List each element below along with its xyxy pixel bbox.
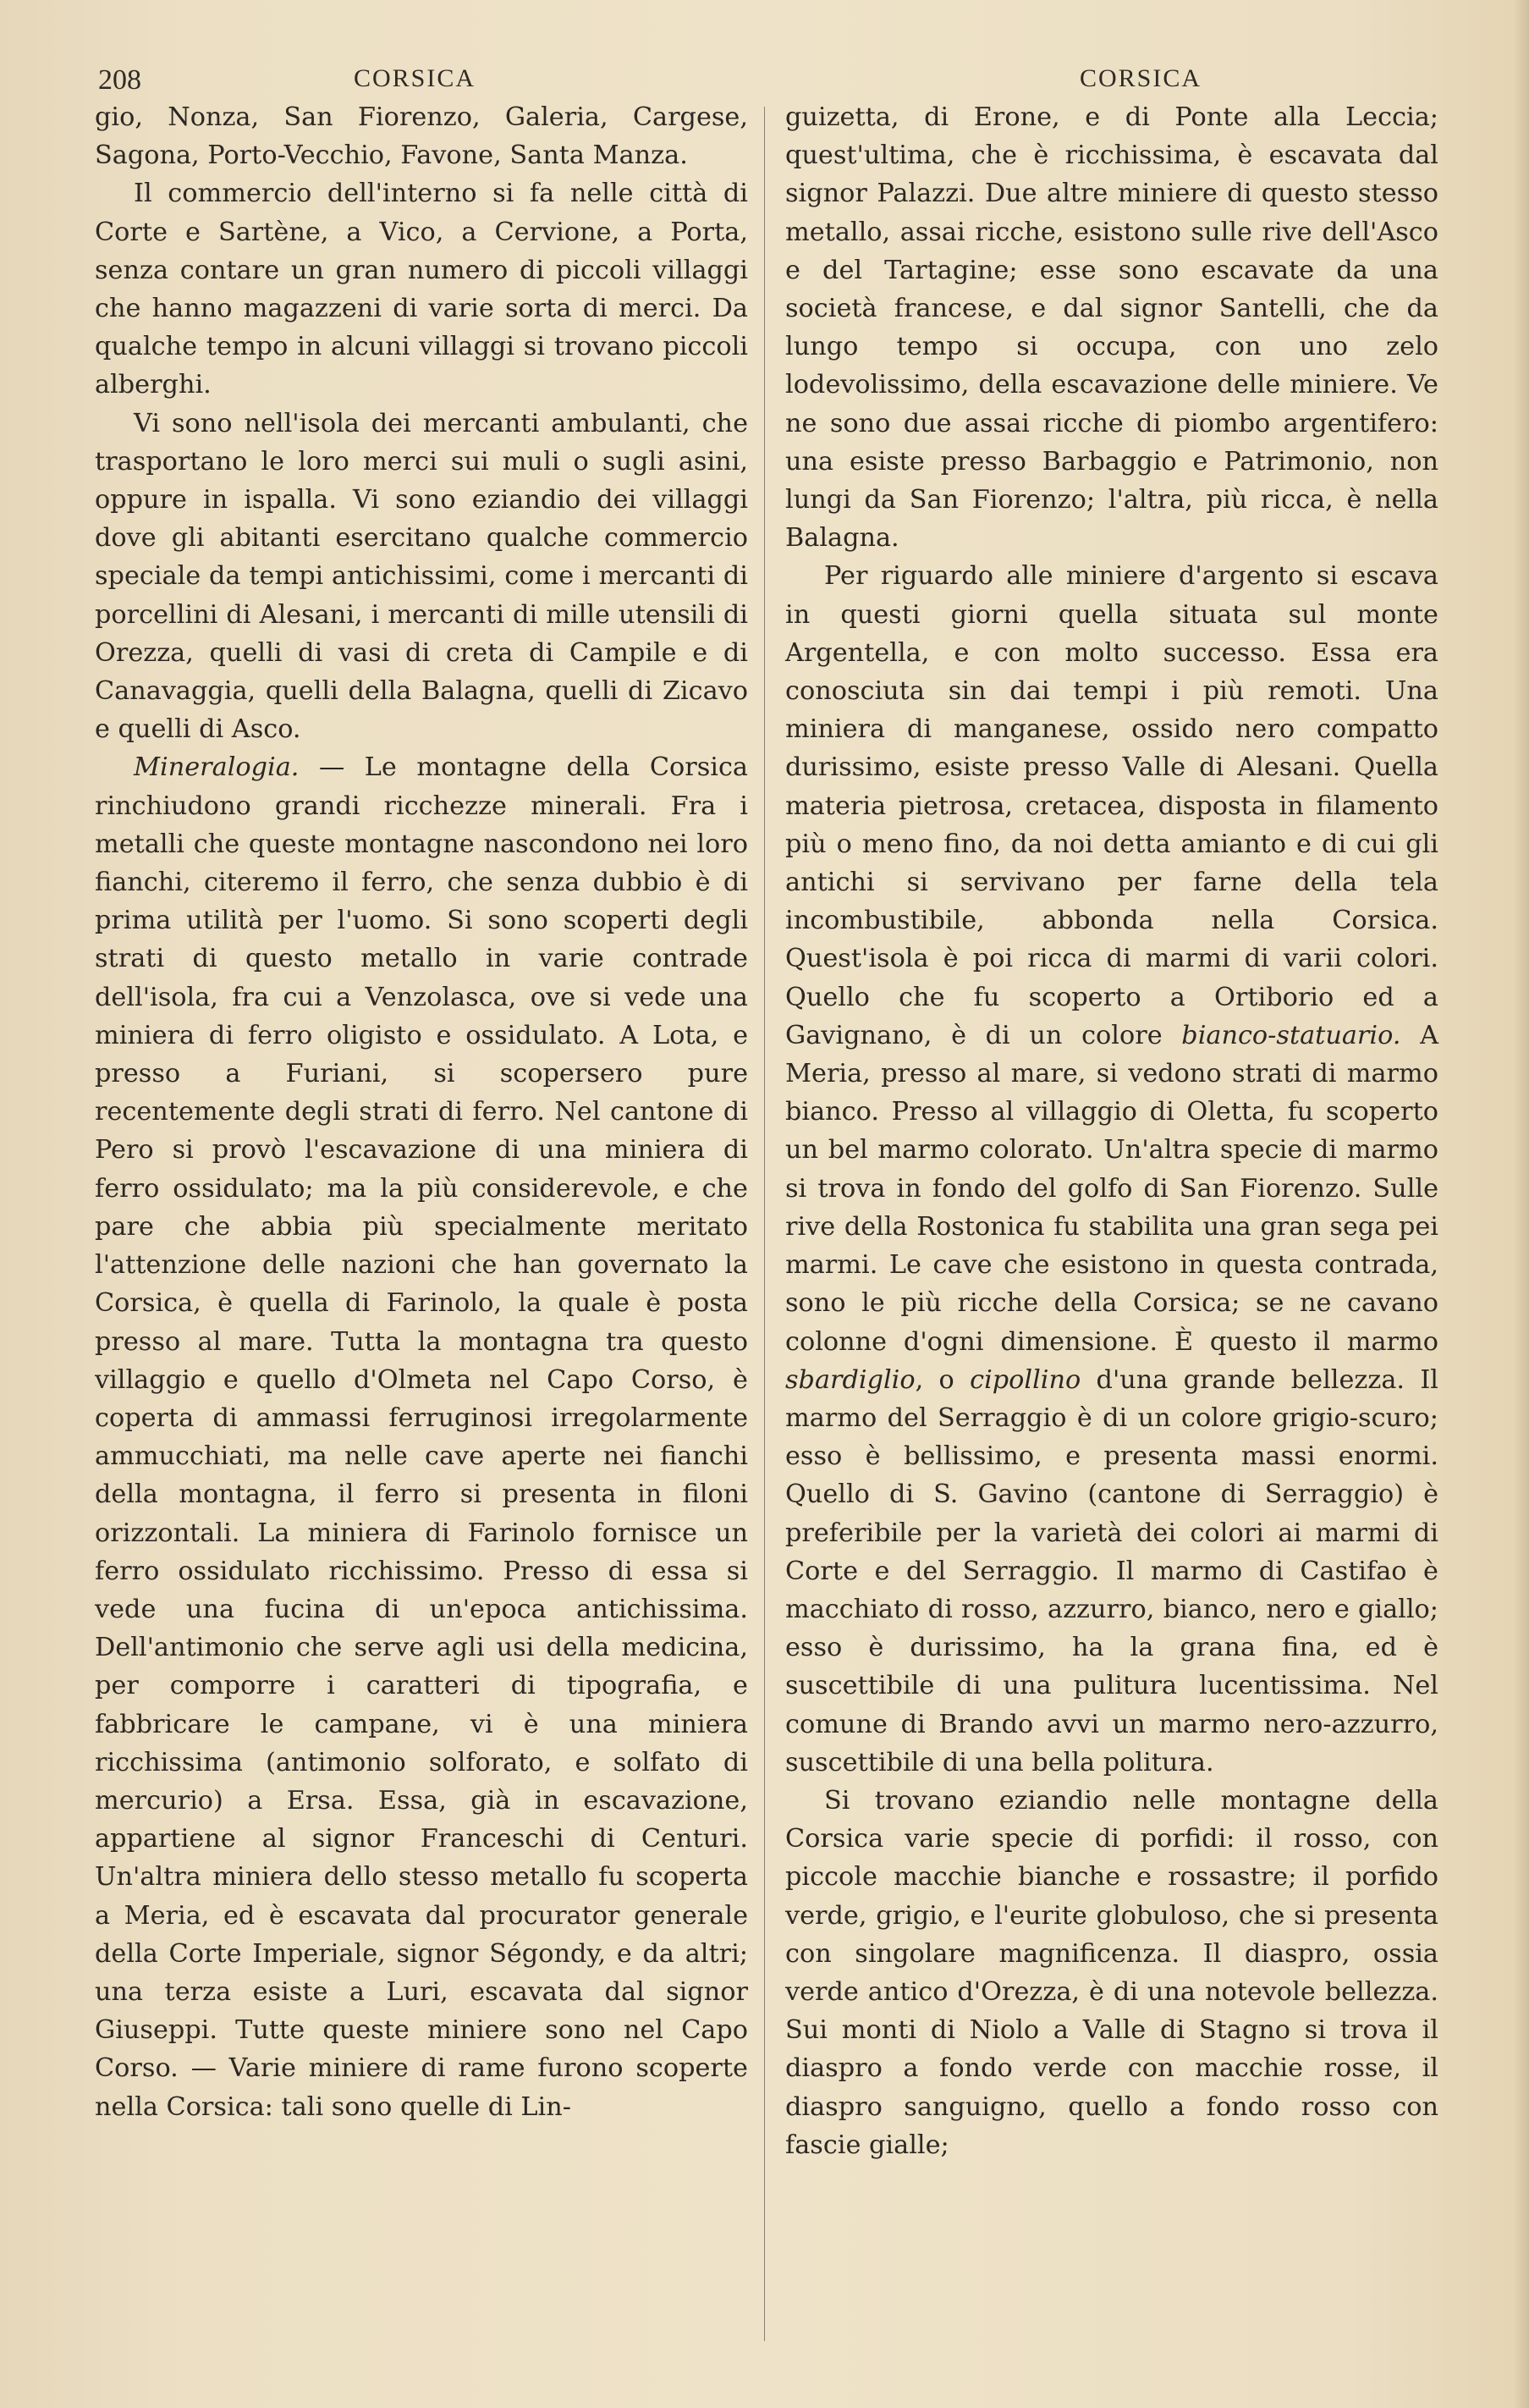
section-heading: Mineralogia. bbox=[134, 752, 300, 783]
running-head-left: CORSICA bbox=[354, 64, 476, 92]
paragraph-text: , o bbox=[915, 1364, 971, 1395]
paragraph: Si trovano eziandio nelle montagne della Corsica varie specie di porfidi: il rosso, con piccole macchie bianche e rossastre; il porfido verde, grigio, e l'eurite globuloso, che si presenta con singolare magnificenza. Il diaspro, ossia verde antico d'Orezza, è di una notevole bellezza. Sui monti di Niolo a Valle di Stagno si trova il diaspro a fondo verde con macchie rosse, il diaspro sanguigno, quello a fondo rosso con fascie gialle; bbox=[785, 1785, 1438, 2160]
paragraph-text: — Le montagne della Corsica rinchiudono grandi ricchezze minerali. Fra i metalli che queste montagne nascondono nei loro fianchi, citeremo il ferro, che senza dubbio è di prima utilità per l'uomo. Si sono scoperti degli strati di questo metallo in varie contrade dell'isola, fra cui a Venzolasca, ove si vede una miniera di ferro oligisto e ossidulato. A Lota, e presso a Furiani, si scopersero pure recentemente degli strati di ferro. Nel cantone di Pero si provò l'escavazione di una miniera di ferro ossidulato; ma la più considerevole, e che pare che abbia più specialmente meritato l'attenzione delle nazioni che han governato la Corsica, è quella di Farinolo, la quale è posta presso al mare. Tutta la montagna tra questo villaggio e quello d'Olmeta nel Capo Corso, è coperta di ammassi ferruginosi irregolarmente ammucchiati, ma nelle cave aperte nei fianchi della montagna, il ferro si presenta in filoni orizzontali. La miniera di Farinolo fornisce un ferro ossidulato ricchissimo. Presso di essa si vede una fucina di un'epoca antichissima. Dell'antimonio che serve agli usi della medicina, per comporre i caratteri di tipografia, e fabbricare le campane, vi è una miniera ricchissima (antimonio solforato, e solfato di mercurio) a Ersa. Essa, già in escavazione, appartiene al signor Franceschi di Centuri. Un'altra miniera dello stesso metallo fu scoperta a Meria, ed è escavata dal procurator generale della Corte Imperiale, signor Ségondy, e da altri; una terza esiste a Luri, escavata dal signor Giuseppi. Tutte queste miniere sono nel Capo Corso. — Varie miniere di rame furono scoperte nella Corsica: tali sono quelle di Lin- bbox=[95, 752, 748, 2122]
left-column bbox=[95, 98, 748, 2126]
page-number: 208 bbox=[98, 64, 141, 96]
paragraph: guizetta, di Erone, e di Ponte alla Leccia; quest'ultima, che è ricchissima, è escavata dal signor Palazzi. Due altre miniere di questo stesso metallo, assai ricche, esistono sulle rive dell'Asco e del Tartagine; esse sono escavate da una società francese, e dal signor Santelli, che da lungo tempo si occupa, con uno zelo lodevolissimo, della escavazione delle miniere. Ve ne sono due assai ricche di piombo argentifero: una esiste presso Barbaggio e Patrimonio, non lungi da San Fiorenzo; l'altra, più ricca, è nella Balagna. bbox=[785, 102, 1438, 554]
paragraph-mineralogia bbox=[95, 748, 748, 2125]
italic-term: sbardiglio bbox=[785, 1364, 916, 1395]
paragraph: Vi sono nell'isola dei mercanti ambulanti, che trasportano le loro merci sui muli o sugli asini, oppure in ispalla. Vi sono eziandio dei villaggi dove gli abitanti esercitano qualche commercio speciale da tempi antichissimi, come i mercanti di porcellini di Alesani, i mercanti di mille utensili di Orezza, quelli di vasi di creta di Campile e di Canavaggia, quelli della Balagna, quelli di Zicavo e quelli di Asco. bbox=[95, 408, 748, 745]
paragraph-marmi bbox=[785, 557, 1438, 1782]
paragraph-text: A Meria, presso al mare, si vedono strati di marmo bianco. Presso al villaggio di Oletta, fu scoperto un bel marmo colorato. Un'altra specie di marmo si trova in fondo del golfo di San Fiorenzo. Sulle rive della Rostonica fu stabilita una gran sega pei marmi. Le cave che esistono in questa contrada, sono le più ricche della Corsica; se ne cavano colonne d'ogni dimensione. È questo il marmo bbox=[785, 1020, 1438, 1357]
running-head-right: CORSICA bbox=[1080, 64, 1202, 92]
right-column bbox=[785, 98, 1438, 2164]
paragraph-text: Per riguardo alle miniere d'argento si escava in questi giorni quella situata sul monte Argentella, e con molto successo. Essa era conosciuta sin dai tempi i più remoti. Una miniera di manganese, ossido nero compatto durissimo, esiste presso Valle di Alesani. Quella materia pietrosa, cretacea, disposta in filamento più o meno fino, da noi detta amianto e di cui gli antichi si servivano per farne della tela incombustibile, abbonda nella Corsica. Quest'isola è poi ricca di marmi di varii colori. Quello che fu scoperto a Ortiborio ed a Gavignano, è di un colore bbox=[785, 561, 1438, 1050]
paragraph: Il commercio dell'interno si fa nelle città di Corte e Sartène, a Vico, a Cervione, a Porta, senza contare un gran numero di piccoli villaggi che hanno magazzeni di varie sorta di merci. Da qualche tempo in alcuni villaggi si trovano piccoli alberghi. bbox=[95, 179, 748, 400]
page-edge-shadow bbox=[1514, 0, 1529, 2408]
paragraph-text: d'una grande bellezza. Il marmo del Serraggio è di un colore grigio-scuro; esso è bellissimo, e presenta massi enormi. Quello di S. Gavino (cantone di Serraggio) è preferibile per la varietà dei colori ai marmi di Corte e del Serraggio. Il marmo di Castifao è macchiato di rosso, azzurro, bianco, nero e giallo; esso è durissimo, ha la grana fina, ed è suscettibile di una pulitura lucentissima. Nel comune di Brando avvi un marmo nero-azzurro, suscettibile di una bella politura. bbox=[785, 1364, 1438, 1777]
italic-term: bianco-statuario. bbox=[1181, 1020, 1401, 1050]
paragraph: gio, Nonza, San Fiorenzo, Galeria, Cargese, Sagona, Porto-Vecchio, Favone, Santa Manza. bbox=[95, 102, 748, 171]
column-divider bbox=[764, 107, 765, 2341]
italic-term: cipollino bbox=[970, 1364, 1081, 1395]
